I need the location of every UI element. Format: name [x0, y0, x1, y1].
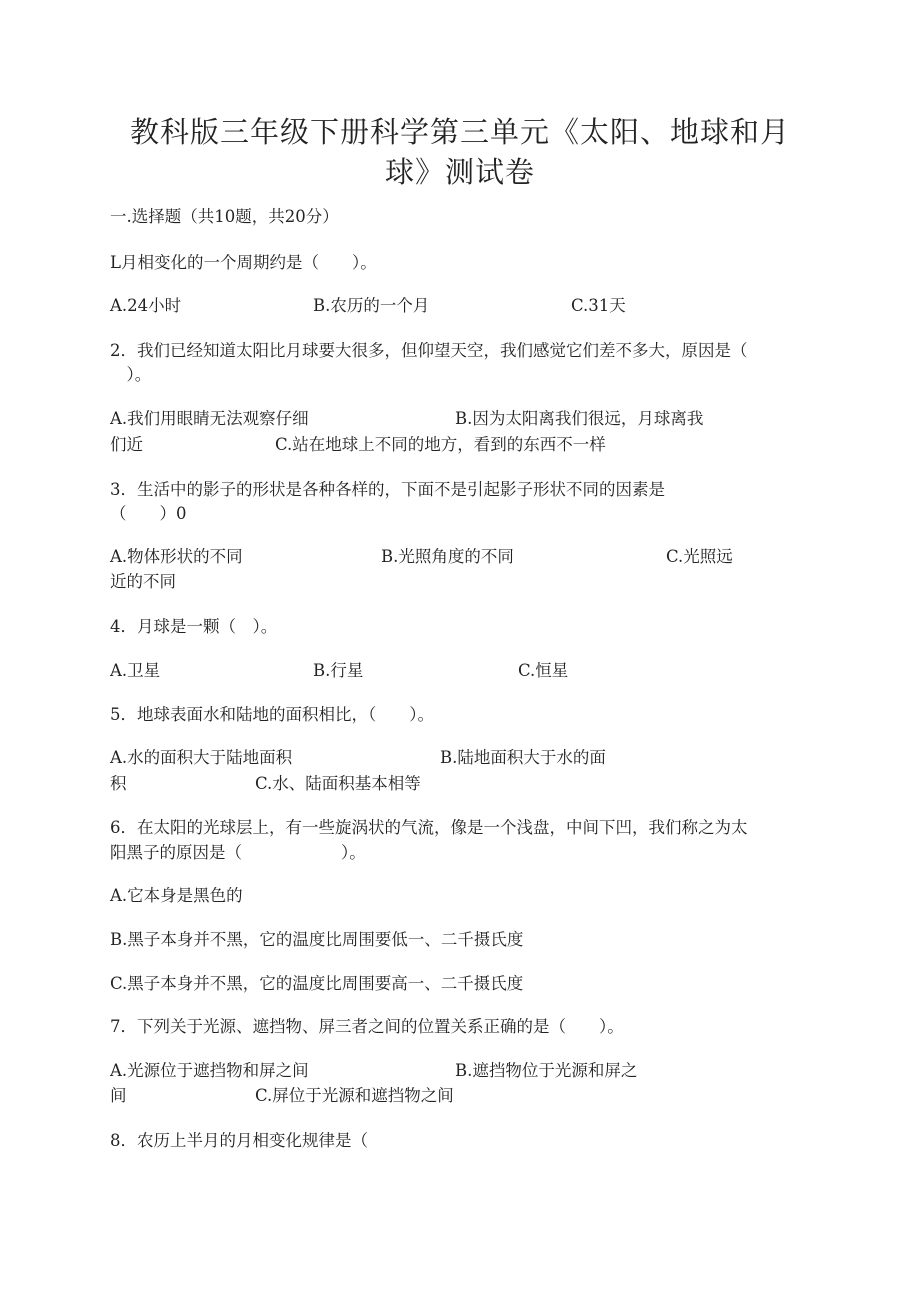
question-2-stem-line-2: ）。: [110, 365, 152, 384]
question-5-option-c: C.水、陆面积基本相等: [255, 774, 421, 793]
page-title-line-2: 球》测试卷: [384, 155, 535, 189]
question-3-stem-line-1: 3．生活中的影子的形状是各种各样的，下面不是引起影子形状不同的因素是: [110, 480, 665, 499]
question-7-option-b-continued: 间: [110, 1086, 127, 1105]
question-4-option-c: C.恒星: [518, 661, 569, 680]
question-7-option-b: B.遮挡物位于光源和屏之: [455, 1061, 638, 1080]
question-2-option-b-continued: 们近: [110, 435, 143, 454]
question-4-option-b: B.行星: [313, 661, 364, 680]
question-4-stem: 4．月球是一颗（ ）。: [110, 617, 278, 636]
question-3-option-b: B.光照角度的不同: [381, 547, 514, 566]
question-2-stem-line-1: 2．我们已经知道太阳比月球要大很多，但仰望天空，我们感觉它们差不多大，原因是（: [110, 341, 748, 360]
question-1-option-b: B.农历的一个月: [313, 296, 430, 315]
question-8-stem: 8．农历上半月的月相变化规律是（: [110, 1131, 368, 1150]
page-title-line-1: 教科版三年级下册科学第三单元《太阳、地球和月: [129, 115, 790, 149]
question-2-option-b: B.因为太阳离我们很远，月球离我: [455, 409, 704, 428]
question-6-option-a: A.它本身是黑色的: [110, 886, 243, 905]
question-5-stem: 5．地球表面水和陆地的面积相比，（ ）。: [110, 705, 434, 724]
question-2-option-c: C.站在地球上不同的地方，看到的东西不一样: [275, 435, 606, 454]
question-6-option-b: B.黑子本身并不黑，它的温度比周围要低一、二千摄氏度: [110, 930, 524, 949]
question-7-option-a: A.光源位于遮挡物和屏之间: [110, 1061, 309, 1080]
question-2-option-a: A.我们用眼睛无法观察仔细: [110, 409, 309, 428]
question-5-option-a: A.水的面积大于陆地面积: [110, 748, 293, 767]
question-7-stem: 7．下列关于光源、遮挡物、屏三者之间的位置关系正确的是（ ）。: [110, 1017, 624, 1036]
question-6-option-c: C.黑子本身并不黑，它的温度比周围要高一、二千摄氏度: [110, 974, 524, 993]
question-1-option-c: C.31天: [571, 296, 626, 315]
question-6-stem-line-1: 6．在太阳的光球层上，有一些旋涡状的气流，像是一个浅盘，中间下凹，我们称之为太: [110, 818, 748, 837]
question-5-option-b: B.陆地面积大于水的面: [440, 748, 606, 767]
section-heading: 一.选择题（共10题，共20分）: [110, 207, 339, 226]
question-6-stem-line-2: 阳黑子的原因是（ ）。: [110, 843, 366, 862]
question-4-option-a: A.卫星: [110, 661, 161, 680]
question-7-option-c: C.屏位于光源和遮挡物之间: [255, 1086, 454, 1105]
question-1-stem: L月相变化的一个周期约是（ ）。: [110, 253, 377, 272]
question-3-option-c-continued: 近的不同: [110, 572, 176, 591]
question-3-option-c: C.光照远: [666, 547, 733, 566]
question-1-option-a: A.24小时: [110, 296, 182, 315]
question-3-option-a: A.物体形状的不同: [110, 547, 243, 566]
question-5-option-b-continued: 积: [110, 774, 127, 793]
question-3-stem-line-2: （ ）0: [110, 504, 187, 523]
